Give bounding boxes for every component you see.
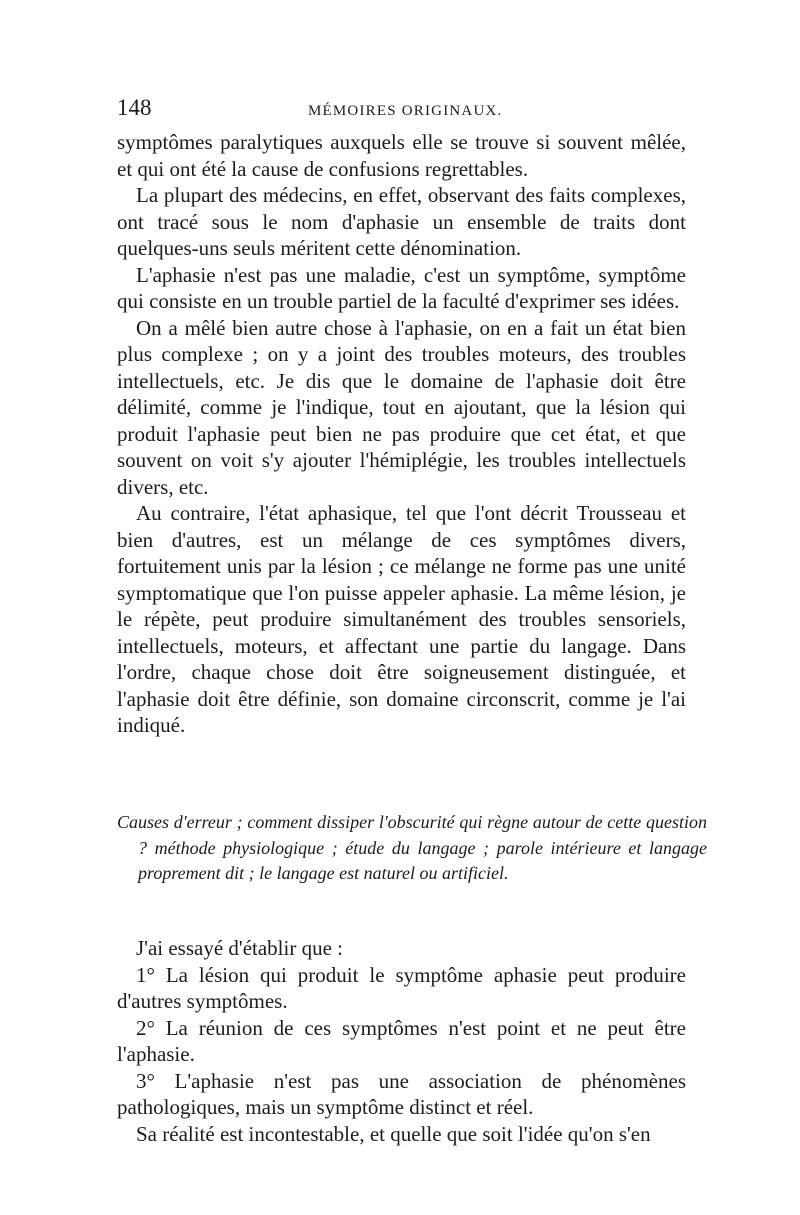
paragraph: Sa réalité est incontestable, et quelle que soit l'idée qu'on s'en (136, 1121, 651, 1146)
body-text-section-2 (117, 935, 686, 1147)
numbered-point: 1° La lésion qui produit le symptôme aphasie peut produire d'autres symptômes. (117, 962, 686, 1013)
paragraph: On a mêlé bien autre chose à l'aphasie, on en a fait un état bien plus complexe ; on y a joint des troubles moteurs, des troubles intellectuels, etc. Je dis que le domaine de l'aphasie doit être délimité, comme je l'indique, tout en ajoutant, que la lésion qui produit l'aphasie peut bien ne pas produire que cet état, et que souvent on voit s'y ajouter l'hémiplégie, les troubles intellectuels divers, etc. (117, 315, 686, 499)
numbered-point: 3° L'aphasie n'est pas une association de phénomènes pathologiques, mais un symptôme distinct et réel. (117, 1068, 686, 1119)
paragraph: symptômes paralytiques auxquels elle se trouve si souvent mêlée, et qui ont été la cause de confusions regrettables. (117, 130, 686, 181)
paragraph: Au contraire, l'état aphasique, tel que l'ont décrit Trousseau et bien d'autres, est un mélange de ces symptômes divers, fortuitement unis par la lésion ; ce mélange ne forme pas une unité symptomatique que l'on puisse appeler aphasie. La même lésion, je le répète, peut produire simultanément des troubles sensoriels, intellectuels, moteurs, et affectant une partie du langage. Dans l'ordre, chaque chose doit être soigneusement distinguée, et l'aphasie doit être définie, son domaine circonscrit, comme je l'ai indiqué. (117, 501, 686, 737)
paragraph: L'aphasie n'est pas une maladie, c'est un symptôme, symptôme qui consiste en un trouble partiel de la faculté d'exprimer ses idées. (117, 262, 686, 313)
running-title: MÉMOIRES ORIGINAUX. (308, 103, 503, 119)
page-number: 148 (117, 95, 152, 120)
numbered-point: 2° La réunion de ces symptômes n'est point et ne peut être l'aphasie. (117, 1015, 686, 1066)
section-summary: Causes d'erreur ; comment dissiper l'obscurité qui règne autour de cette question ? méthode physiologique ; étude du langage ; parole intérieure et langage proprement dit ; le langage est naturel ou artificiel. (117, 812, 707, 883)
body-text-section-1 (117, 129, 686, 739)
paragraph: La plupart des médecins, en effet, observant des faits complexes, ont tracé sous le nom d'aphasie un ensemble de traits dont quelques-uns seuls méritent cette dénomination. (117, 183, 686, 260)
paragraph: J'ai essayé d'établir que : (136, 936, 343, 960)
